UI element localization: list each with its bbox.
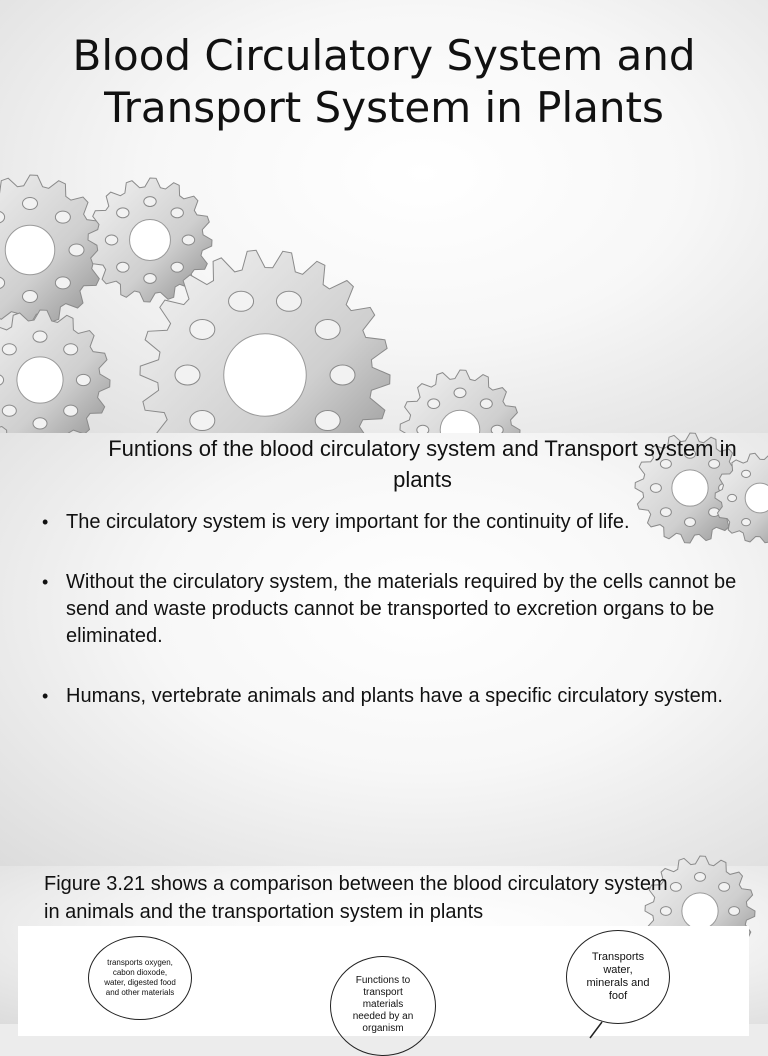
slide-heading: Funtions of the blood circulatory system and Transport system in plants [108, 436, 737, 492]
list-item: • The circulatory system is very important for the continuity of life. [40, 509, 740, 536]
bullet-icon: • [42, 572, 49, 592]
gear-icon [0, 175, 105, 325]
figure-slide [0, 866, 768, 1034]
title-slide [0, 0, 768, 433]
list-item: • Humans, vertebrate animals and plants have a specific circulatory system. [40, 683, 740, 710]
bullet-list [40, 509, 740, 743]
list-item: • Without the circulatory system, the materials required by the cells cannot be send and waste products cannot be transported to excretion organs to be eliminated. [42, 571, 737, 647]
function-circle: Functions to transport materials needed by an organism [330, 956, 436, 1056]
animal-transport-circle: transports oxygen, cabon dioxode, water, digested food and other materials [88, 936, 192, 1020]
gear-icon [0, 310, 110, 450]
functions-slide [0, 433, 768, 866]
bullet-icon: • [42, 686, 49, 706]
figure-caption: Figure 3.21 shows a comparison between the blood circulatory system in animals and the transportation system in plants [44, 873, 668, 923]
slide-title: Blood Circulatory System and Transport System in Plants [72, 31, 696, 132]
bullet-icon: • [42, 512, 49, 532]
comparison-figure [18, 926, 749, 1036]
plant-transport-circle: Transports water, minerals and foof [566, 930, 670, 1024]
